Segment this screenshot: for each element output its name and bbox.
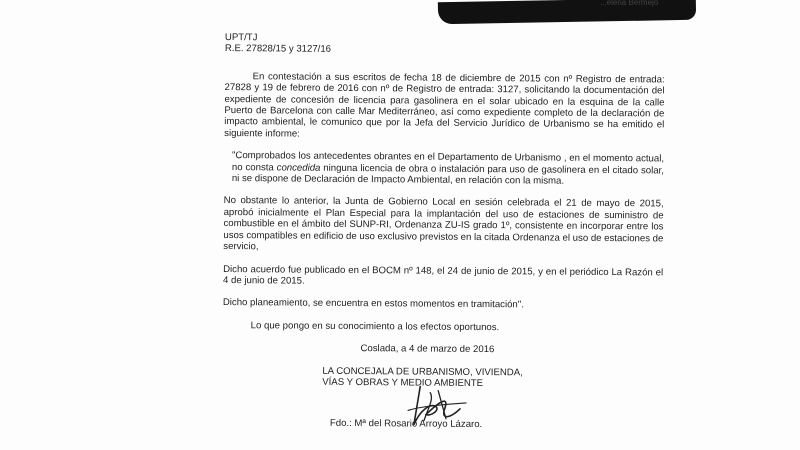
paragraph-intro: En contestación a sus escritos de fecha 18 de diciembre de 2015 con nº Registro de entrada: 27828 y 19 de febrero de 2016 con nº de Registro de entrada: 3127, solicitando la documentación del expediente de concesión de licencia para gasolinera en el solar ubicado en la esquina de la calle Puerto de Barcelona con calle Mar Mediterráneo, así como expediente completo de la declaración de impacto ambiental, le comunico que por la Jefa del Servicio Jurídico de Urbanismo se ha emitido el siguiente informe:: [224, 71, 665, 140]
handwritten-signature: [400, 380, 472, 431]
signature-block: [222, 365, 662, 391]
signatory-title-line-1: LA CONCEJALA DE URBANISMO, VIVIENDA,: [322, 365, 523, 378]
paragraph-closing-formula: Lo que pongo en su conocimiento a los efectos oportunos.: [250, 319, 500, 333]
registry-reference: R.E. 27828/15 y 3127/16: [224, 43, 332, 56]
place-date-line: Coslada, a 4 de marzo de 2016: [360, 343, 495, 356]
paragraph-publication: Dicho acuerdo fue publicado en el BOCM nº 148, el 24 de junio de 2015, y en el periódico La Razón el 4 de junio de 2015.: [223, 263, 664, 287]
quote-italic-word: concedida: [276, 162, 321, 174]
reference-block: [225, 32, 665, 58]
letter-body: [222, 32, 665, 443]
reference-code: UPT/TJ: [224, 32, 258, 44]
paragraph-plan-especial: No obstante lo anterior, la Junta de Gobierno Local en sesión celebrada el 21 de mayo de 2015, aprobó inicialmente el Plan Especial para la implantación del uso de estaciones de suministro de combustible en el ámbito del SUNP-RI, Ordenanza ZU-IS grado 1º, consistente en incorporar entre los usos compatibles en edificio de uso exclusivo previstos en la citada Ordenanza el uso de estaciones de servicio,: [223, 195, 664, 253]
quote-part-b: ninguna licencia de obra o instalación para uso de gasolinera en el citado solar, ni se dispone de Declaración de Impacto Ambiental, en relación con la misma.: [231, 162, 664, 187]
quote-part-a: "Comprobados los antecedentes obrantes en el Departamento de Urbanismo , en el momento actual, no consta: [231, 150, 665, 174]
paragraph-tramitacion: Dicho planeamiento, se encuentra en estos momentos en tramitación".: [222, 297, 524, 311]
paragraph-quoted-report: [224, 150, 664, 188]
signatory-title-line-2: VÍAS Y OBRAS Y MEDIO AMBIENTE: [322, 376, 484, 389]
redacted-name-fragment: ...elena Bermejo: [600, 0, 659, 7]
signed-by-line: Fdo.: Mª del Rosario Arroyo Lázaro.: [329, 418, 483, 431]
